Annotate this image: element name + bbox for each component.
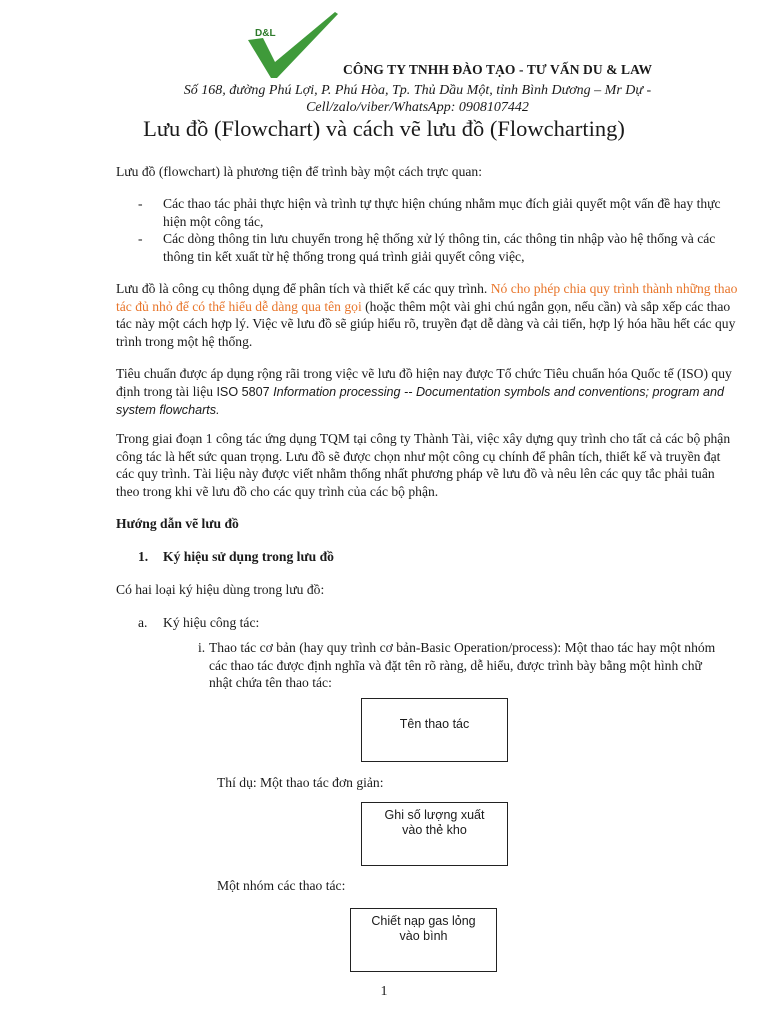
sub-item-text: Ký hiệu công tác:	[163, 615, 260, 630]
iso-code: ISO 5807	[216, 384, 270, 399]
sub-item-a	[138, 614, 638, 632]
box-label: Chiết nạp gas lỏng vào bình	[371, 914, 476, 943]
group-label: Một nhóm các thao tác:	[217, 878, 346, 893]
box-label: Tên thao tác	[399, 717, 470, 731]
flowchart-example-box	[361, 802, 508, 866]
sub-item-i	[198, 639, 728, 692]
paragraph-text: Lưu đồ là công cụ thông dụng để phân tích và thiết kế các quy trình.	[116, 281, 491, 296]
box-label: Ghi số lượng xuất vào thẻ kho	[384, 808, 485, 837]
bullet-list	[138, 195, 728, 265]
bullet-text: Các thao tác phải thực hiện và trình tự thực hiện chúng nhằm mục đích giải quyết một vấn đề hay thực hiện một công tác,	[163, 196, 721, 229]
bullet-dash: -	[138, 196, 143, 211]
company-name: CÔNG TY TNHH ĐÀO TẠO - TƯ VẤN DU & LAW	[343, 62, 653, 77]
sub-item-label: i.	[198, 640, 206, 655]
example-label: Thí dụ: Một thao tác đơn giản:	[217, 775, 384, 790]
company-logo	[245, 10, 340, 80]
symbol-types-intro: Có hai loại ký hiệu dùng trong lưu đồ:	[116, 582, 325, 597]
document-title: Lưu đồ (Flowchart) và cách vẽ lưu đồ (Flowcharting)	[143, 116, 625, 141]
logo-text: D&L	[255, 28, 276, 39]
page-number: 1	[380, 984, 388, 999]
company-address: Số 168, đường Phú Lợi, P. Phú Hòa, Tp. Thủ Dầu Một, tỉnh Bình Dương – Mr Dự - Cell/zalo/viber/WhatsApp: 0908107442	[183, 83, 652, 115]
intro-paragraph: Lưu đồ (flowchart) là phương tiện để trình bày một cách trực quan:	[116, 164, 483, 179]
section-heading: Hướng dẫn vẽ lưu đồ	[116, 516, 239, 531]
bullet-dash: -	[138, 231, 143, 246]
iso-title: Information processing -- Documentation symbols and conventions; program and system flowcharts.	[116, 384, 724, 417]
paragraph-text: Tiêu chuẩn được áp dụng rộng rãi trong việc vẽ lưu đồ hiện nay được Tổ chức Tiêu chuẩn hóa Quốc tế (ISO) quy định trong tài liệu	[116, 366, 732, 399]
list-item	[138, 195, 728, 230]
sub-item-text: Thao tác cơ bản (hay quy trình cơ bản-Basic Operation/process): Một thao tác hay một nhóm các thao tác được định nghĩa và đặt tên rõ ràng, dễ hiểu, được trình bày bằng một hình chữ nhật chứa tên thao tác:	[209, 640, 716, 690]
list-item	[138, 230, 728, 265]
heading-text: Ký hiệu sử dụng trong lưu đồ	[163, 549, 334, 564]
paragraph-flowchart-purpose	[116, 280, 738, 350]
flowchart-process-box	[361, 698, 508, 762]
heading-number: 1.	[138, 549, 149, 564]
paragraph-text: (hoặc thêm một vài ghi chú ngắn gọn, nếu cần) và sắp xếp các thao tác này một cách hợp lý. Việc vẽ lưu đồ sẽ giúp hiểu rõ, truyền đạt dễ dàng và cải tiến, hợp lý hóa hầu hết các quy trình trong một hệ thống.	[116, 298, 736, 349]
flowchart-group-box	[350, 908, 497, 972]
paragraph-iso-standard	[116, 365, 738, 420]
paragraph-tqm: Trong giai đoạn 1 công tác ứng dụng TQM tại công ty Thành Tài, việc xây dựng quy trình cho tất cả các bộ phận công tác là hết sức quan trọng. Lưu đồ sẽ được chọn như một công cụ chính để phân tích, thiết kế và truyền đạt các quy trình. Tài liệu này được viết nhằm thống nhất phương pháp vẽ lưu đồ và nêu lên các quy tắc phải tuân theo trong khi vẽ lưu đồ cho các quy trình của các bộ phận.	[116, 431, 731, 499]
bullet-text: Các dòng thông tin lưu chuyển trong hệ thống xử lý thông tin, các thông tin nhập vào hệ thống và các thông tin kết xuất từ hệ thống trong quá trình giải quyết công việc,	[163, 231, 716, 264]
sub-item-label: a.	[138, 615, 148, 630]
highlighted-text: Nó cho phép chia quy trình thành những thao tác đủ nhỏ để có thể hiểu dễ dàng qua tên gọi	[116, 281, 738, 314]
numbered-heading	[138, 548, 638, 566]
checkmark-logo-icon	[245, 10, 340, 80]
